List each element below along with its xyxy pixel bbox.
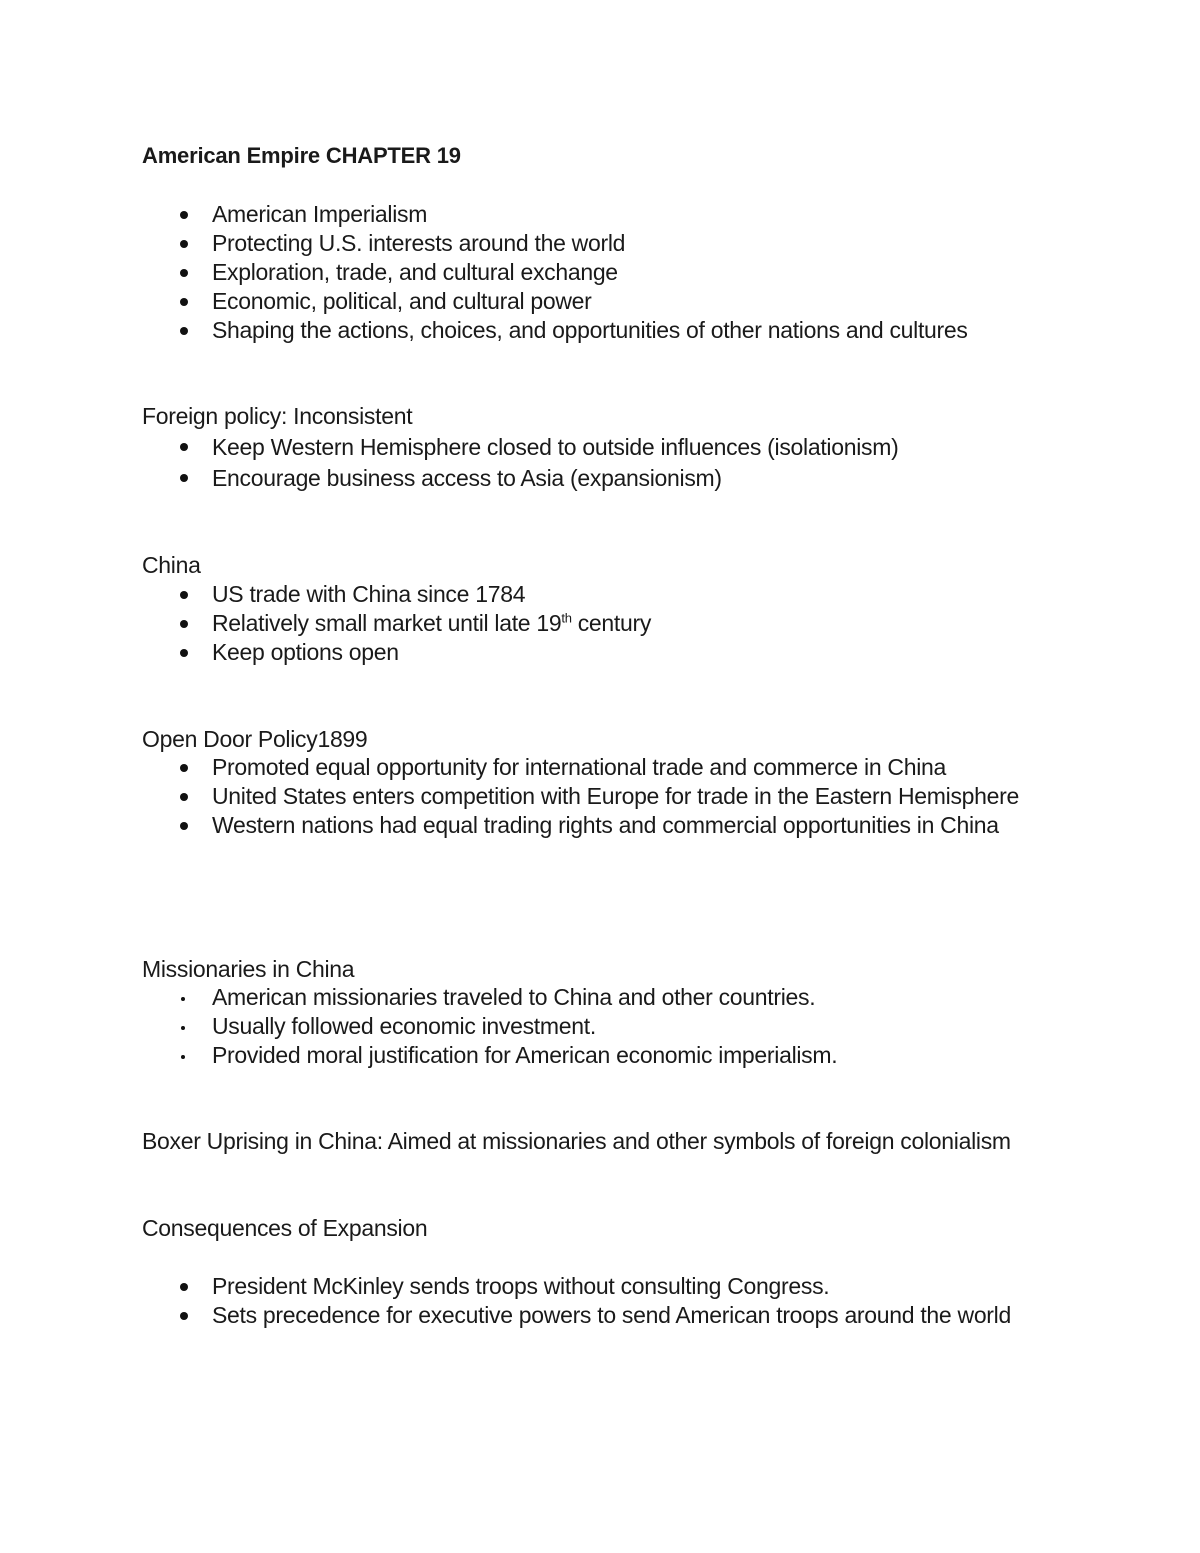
boxer-uprising-paragraph: Boxer Uprising in China: Aimed at missionaries and other symbols of foreign colonialism: [142, 1128, 1011, 1154]
list-item: Promoted equal opportunity for international trade and commerce in China: [0, 753, 1052, 782]
list-item: Western nations had equal trading rights and commercial opportunities in China: [0, 811, 1052, 840]
list-item: Economic, political, and cultural power: [0, 287, 1052, 316]
bullet-icon: [180, 240, 188, 248]
list-item: President McKinley sends troops without consulting Congress.: [0, 1272, 1052, 1301]
bullet-icon: [180, 211, 188, 219]
bullet-icon: [180, 822, 188, 830]
list-item: Usually followed economic investment.: [0, 1012, 1052, 1041]
bullet-icon: [180, 649, 188, 657]
bullet-icon: [180, 764, 188, 772]
list-item: Shaping the actions, choices, and opportunities of other nations and cultures: [0, 316, 1052, 345]
list-item: Encourage business access to Asia (expansionism): [0, 463, 1052, 494]
bullet-icon: [180, 1312, 188, 1320]
china-list: [0, 580, 1100, 667]
document-title: American Empire CHAPTER 19: [142, 143, 461, 168]
bullet-icon: [180, 327, 188, 335]
bullet-icon: [180, 443, 188, 451]
list-item: Protecting U.S. interests around the world: [0, 229, 1052, 258]
list-item: United States enters competition with Europe for trade in the Eastern Hemisphere: [0, 782, 1052, 811]
consequences-heading: Consequences of Expansion: [142, 1215, 428, 1241]
list-item: Exploration, trade, and cultural exchange: [0, 258, 1052, 287]
list-item: Provided moral justification for American economic imperialism.: [0, 1041, 1052, 1070]
missionaries-list: [0, 983, 1100, 1070]
intro-list: [0, 200, 1100, 345]
open-door-list: [0, 753, 1100, 840]
bullet-icon: [181, 997, 185, 1001]
consequences-list: [0, 1272, 1100, 1330]
bullet-icon: [180, 298, 188, 306]
list-item: Sets precedence for executive powers to send American troops around the world: [0, 1301, 1052, 1330]
list-item: Keep Western Hemisphere closed to outside influences (isolationism): [0, 432, 1052, 463]
bullet-icon: [181, 1055, 185, 1059]
bullet-icon: [180, 620, 188, 628]
bullet-icon: [180, 269, 188, 277]
open-door-heading: Open Door Policy1899: [142, 726, 368, 752]
missionaries-heading: Missionaries in China: [142, 956, 355, 982]
list-item: American Imperialism: [0, 200, 1052, 229]
bullet-icon: [180, 1283, 188, 1291]
foreign-policy-list: [0, 432, 1100, 494]
bullet-icon: [181, 1026, 185, 1030]
bullet-icon: [180, 591, 188, 599]
foreign-policy-heading: Foreign policy: Inconsistent: [142, 403, 413, 429]
list-item: US trade with China since 1784: [0, 580, 1052, 609]
list-item: Relatively small market until late 19th century: [0, 609, 1052, 638]
list-item: American missionaries traveled to China and other countries.: [0, 983, 1052, 1012]
china-heading: China: [142, 552, 201, 578]
bullet-icon: [180, 474, 188, 482]
list-item: Keep options open: [0, 638, 1052, 667]
bullet-icon: [180, 793, 188, 801]
